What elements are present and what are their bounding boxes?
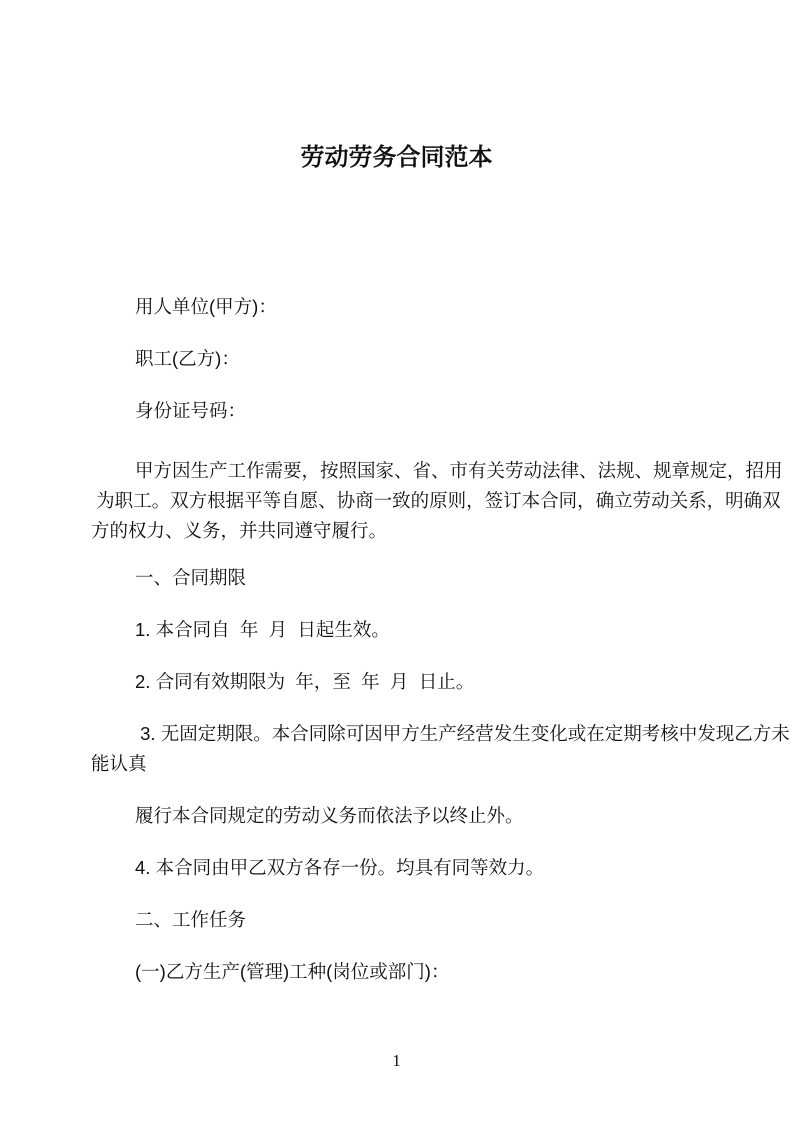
field-employer-party-a: 用人单位(甲方)： xyxy=(135,296,277,317)
heading-section-one-contract-term: 一、合同期限 xyxy=(135,567,247,588)
intro-paragraph-line-2: 为职工。双方根据平等自愿、协商一致的原则，签订本合同，确立劳动关系，明确双 xyxy=(91,490,781,511)
intro-paragraph-line-1: 甲方因生产工作需要，按照国家、省、市有关劳动法律、法规、规章规定，招用 xyxy=(135,460,783,481)
clause-3-continuation: 履行本合同规定的劳动义务而依法予以终止外。 xyxy=(135,805,524,826)
clause-work-position: (一)乙方生产(管理)工种(岗位或部门)： xyxy=(135,961,450,982)
page-number: 1 xyxy=(392,1051,401,1070)
clause-1-effective-date: 1. 本合同自 年 月 日起生效。 xyxy=(135,619,390,640)
intro-paragraph-line-3: 方的权力、义务，并共同遵守履行。 xyxy=(91,520,388,541)
heading-section-two-work-tasks: 二、工作任务 xyxy=(135,909,247,930)
field-employee-party-b: 职工(乙方)： xyxy=(135,348,240,369)
clause-3-open-term-line-2: 能认真 xyxy=(91,753,147,774)
clause-3-open-term-line-1: 3. 无固定期限。本合同除可因甲方生产经营发生变化或在定期考核中发现乙方未 xyxy=(135,723,790,744)
clause-2-validity-period: 2. 合同有效期限为 年，至 年 月 日止。 xyxy=(135,671,475,692)
document-title: 劳动劳务合同范本 xyxy=(300,144,493,171)
field-id-number: 身份证号码： xyxy=(135,400,247,421)
clause-4-copies: 4. 本合同由甲乙双方各存一份。均具有同等效力。 xyxy=(135,857,545,878)
